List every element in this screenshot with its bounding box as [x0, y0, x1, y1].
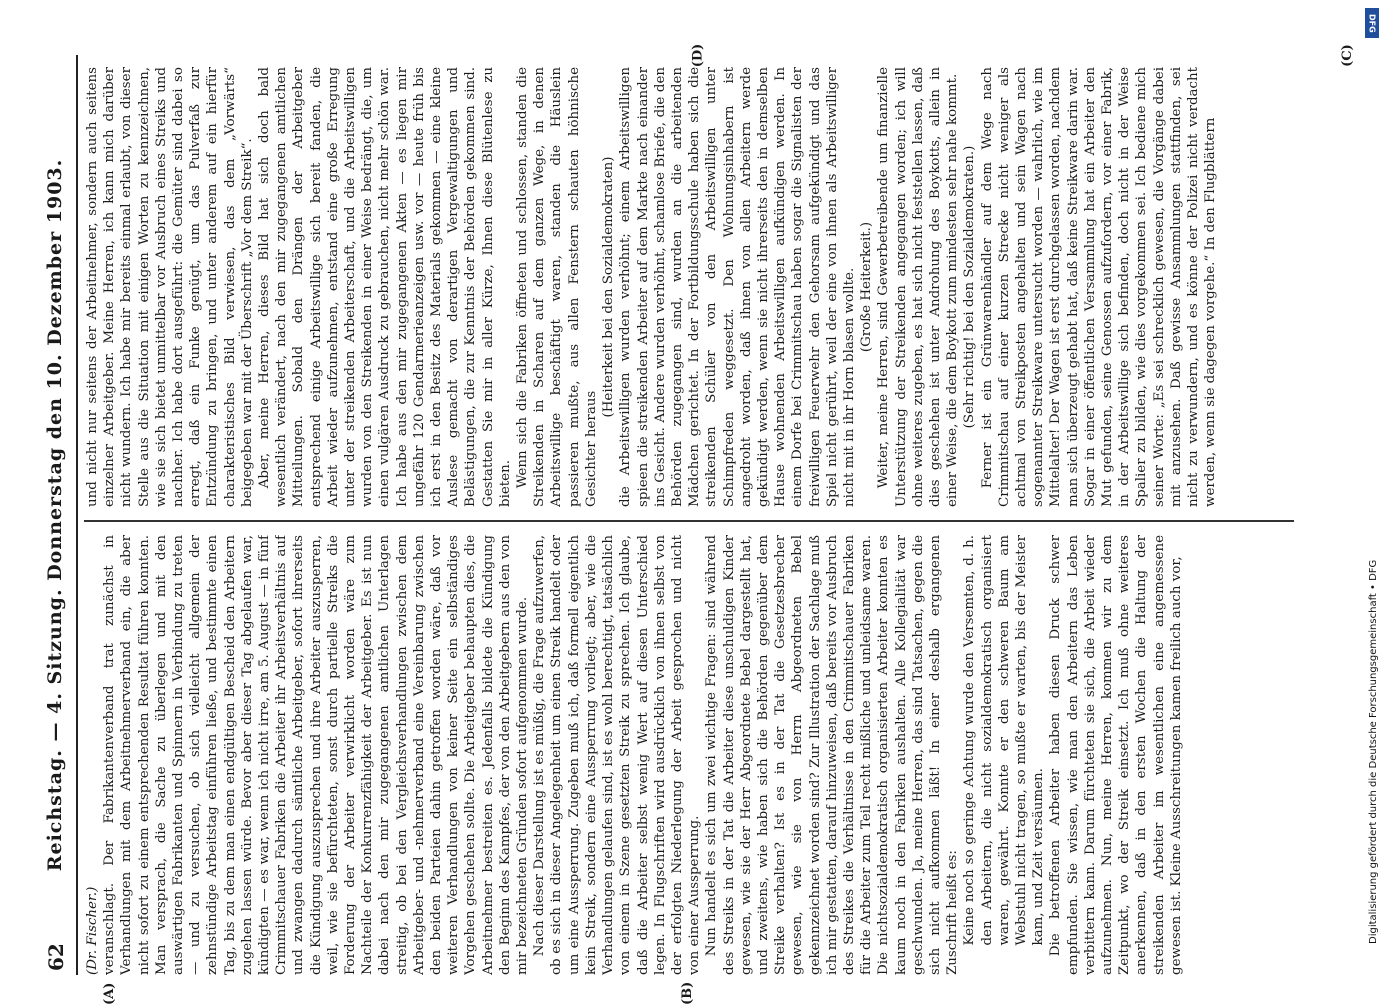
margin-mark-b: (B): [680, 981, 695, 1005]
margin-mark-c: (C): [1339, 44, 1355, 67]
paragraph: Nun handelt es sich um zwei wichtige Fragen: sind während des Streiks in der Tat die Arbeiter diese unschuldigen Kinder gewesen, wie sie der Herr Abgeordnete Bebel dargestellt hat, und zweitens, wie haben sich die Behörden gegenüber dem Streike verhalten? Ist es in der Tat die Gesetzesbrecher gewesen, wie sie von Herrn Abgeordneten Bebel gekennzeichnet worden sind? Zur Illustration der Sachlage muß ich mir gestatten, darauf hinzuweisen, daß bereits vor Ausbruch des Streikes die Verhältnisse in den Crimmitschauer Fabriken für die Arbeiter zum Teil recht mißliche und unleidsame waren. Die nichtsozialdemokratisch organisierten Arbeiter konnten es kaum noch in den Fabriken aushalten. Alle Kollegialität war geschwunden. Ja, meine Herren, das sind Tatsachen, gegen die sich nicht aufkommen läßt! In einer deshalb ergangenen Zuschrift heißt es:: [704, 535, 961, 975]
page-header: [40, 55, 78, 975]
paragraph: Wenn sich die Fabriken öffneten und schlossen, standen die Streikenden in Scharen auf dem ganzen Wege, in denen Arbeitswillige beschäftigt waren, standen die Häuslein passieren mußte, aus allen Fenstern schauten höhnische Gesichter heraus: [515, 67, 599, 507]
margin-mark-a: (A): [102, 982, 117, 1005]
column-divider: [84, 521, 1294, 523]
left-column: [84, 535, 1314, 975]
paragraph: Nach dieser Darstellung ist es müßig, die Frage aufzuwerfen, ob es sich in dieser Angelegenheit um einen Streik handelt oder um eine Aussperrung. Zugeben muß ich, daß formell eigentlich kein Streik, sondern eine Aussperrung vorliegt; aber, wie die Verhandlungen gelaufen sind, ist es wohl berechtigt, tatsächlich von einem in Szene gesetzten Streik zu sprechen. Ich glaube, daß die Arbeiter selbst wenig Wert auf diesen Unterschied legen. In Flugschriften wird ausdrücklich von ihnen selbst von der erfolgten Niederlegung der Arbeit gesprochen und nicht von einer Aussperrung.: [532, 535, 703, 975]
paragraph: und nicht nur seitens der Arbeitnehmer, sondern auch seitens einzelner Arbeitgeber. Meine Herren, ich kann mich darüber nicht wundern. Ich habe mir bereits einmal erlaubt, von dieser Stelle aus die Situation mit einigen Worten zu kennzeichnen, wie sie sich bietet unmittelbar vor Ausbruch eines Streiks und nachher. Ich habe dort ausgeführt: die Gemüter sind dabei so erregt, daß ein Funke genügt, um das Pulverfaß zur Entzündung zu bringen, und unter anderem auf ein hierfür charakteristisches Bild verwiesen, das dem „Vorwärts“ beigegeben war mit der Überschrift „Vor dem Streik“.: [85, 67, 255, 507]
interjection: (Heiterkeit bei den Sozialdemokraten): [601, 156, 617, 418]
paragraph: Die betroffenen Arbeiter haben diesen Druck schwer empfunden. Sie wissen, wie man den Arbeitern das Leben verbittern kann. Darum fürchteten sie sich, die Arbeit wieder aufzunehmen. Nun, meine Herren, kommen wir zu dem Zeitpunkt, wo der Streik einsetzt. Ich muß ohne weiteres anerkennen, daß in den ersten Wochen die Haltung der streikenden Arbeiter im wesentlichen eine angemessene gewesen ist. Kleine Ausschreitungen kamen freilich auch vor,: [1048, 535, 1184, 975]
running-head: Reichstag. — 4. Sitzung. Donnerstag den 10. Dezember 1903.: [44, 158, 66, 872]
page-number: 62: [44, 943, 68, 971]
quoted-paragraph: Keine noch so geringe Achtung wurde den Versemten, d. h. den Arbeitern, die nicht sozialdemokratisch organisiert waren, gewährt. Konnte er den schweren Baum am Webstuhl nicht tragen, so mußte er warten, bis der Meister kam, und Zeit versäumen.: [962, 535, 1047, 946]
paragraph: die Arbeitswilligen wurden verhöhnt; einem Arbeitswilligen spieen die streikenden Arbeiter auf dem Markte nach einander ins Gesicht. Andere wurden verhöhnt, schamlose Briefe, die den Behörden zugegangen sind, wurden an die arbeitenden Mädchen gerichtet. In der Fortbildungsschule haben sich die streikenden Schüler von den Arbeitswilligen unter Schimpfreden weggesetzt. Den Wohnungsinhabern ist angedroht worden, daß ihnen von allen Arbeitern werde gekündigt werden, wenn sie nicht ihrerseits den in demselben Hause wohnenden Arbeitswilligen aufkündigen werden. In einem Dorfe bei Crimmitschau haben sogar die Signalisten der freiwilligen Feuerwehr den Gehorsam aufgekündigt und das Spiel nicht gerührt, weil der eine von ihnen als Arbeitswilliger nicht mit in ihr Horn blasen wollte.: [618, 67, 857, 507]
dfg-funding-note: Digitalisierung gefördert durch die Deutsche Forschungsgemeinschaft • DFG: [1368, 559, 1379, 944]
paragraph: Ferner ist ein Grünwarenhändler auf dem Wege nach Crimmitschau auf einer kurzen Strecke nicht weniger als achtmal von Streikposten angehalten und sein Wagen nach sogenannter Streikware untersucht worden — wahrlich, wie im Mittelalter! Der Wagen ist erst durchgelassen worden, nachdem man sich überzeugt gehabt hat, daß keine Streikware darin war. Sogar in einer öffentlichen Versammlung hat ein Arbeiter den Mut gefunden, seine Genossen aufzufordern, vor einer Fabrik, in der Arbeitswillige sich befinden, doch nicht in der Weise Spalier zu bilden, wie dies vorgekommen sei. Ich bediene mich seiner Worte: „Es sei schrecklich gewesen, die Vorgänge dabei mit anzusehen. Daß gewisse Ansammlungen stattfinden, sei nicht zu verwundern, und es könne der Polizei nicht verdacht werden, wenn sie dagegen vorgehe.“ In den Flugblättern: [979, 67, 1219, 507]
dfg-logo: DFG: [1365, 8, 1379, 38]
rotated-page: [40, 55, 1340, 1005]
paragraph: Aber, meine Herren, dieses Bild hat sich doch bald wesentlich verändert, nach den mir zugegangenen amtlichen Mitteilungen. Sobald den Drängen der Arbeitgeber entsprechend einige Arbeitswillige sich bereit fanden, die Arbeit wieder aufzunehmen, entstand eine große Erregung unter der streikenden Arbeiterschaft, und die Arbeitswilligen wurden von den Streikenden in einer Weise bedrängt, die, um einen vulgären Ausdruck zu gebrauchen, nicht mehr schön war. Ich habe aus den mir zugegangenen Akten — es liegen mir ungefähr 120 Gendarmerieanzeigen usw. vor — heute früh bis ich erst in den Besitz des Materials gekommen — eine kleine Auslese gemacht von derartigen Vergewaltigungen und Belästigungen, die zur Kenntnis der Behörden gekommen sind. Gestatten Sie mir in aller Kürze, Ihnen diese Blütenlese zu bieten.: [257, 67, 513, 507]
right-column: [84, 67, 1314, 507]
interjection: (Große Heiterkeit.): [859, 221, 875, 353]
speaker-label: (Dr. Fischer.): [85, 886, 100, 975]
paragraph: veranschlagt. Der Fabrikantenverband trat zunächst in Verhandlungen mit dem Arbeitnehmerverband ein, die aber nicht sofort zu einem entsprechenden Resultat führen konnten. Man versprach, die Sache zu überlegen und mit den auswärtigen Fabrikanten und Spinnern in Verbindung zu treten — und zu versuchen, ob sich vielleicht allgemein der zehnstündige Arbeitstag einführen ließe, und bestimmte einen Tag, bis zu dem man einen endgültigen Bescheid den Arbeitern zugehen lassen würde. Bevor aber dieser Tag abgelaufen war, kündigten — es war, wenn ich nicht irre, am 5. August — in fünf Crimmitschauer Fabriken die Arbeiter ihr Arbeitsverhältnis auf und zwangen dadurch sämtliche Arbeitgeber, sofort ihrerseits die Kündigung auszusprechen und ihre Arbeiter auszusperren, weil, wie sie befürchteten, sonst durch partielle Streiks die Forderung der Arbeiter verwirklicht worden wäre zum Nachteile der Konkurrenzfähigkeit der Arbeitgeber. Es ist nun dabei nach den mir zugegangenen amtlichen Unterlagen streitig, ob bei den Vergleichsverhandlungen zwischen dem Arbeitgeber- und -nehmerverband eine Vereinbarung zwischen den beiden Parteien dahin getroffen worden wäre, daß vor weiteren Verhandlungen von keiner Seite ein selbständiges Vorgehen geschehen sollte. Die Arbeitgeber behaupten dies, die Arbeitnehmer bestreiten es. Jedenfalls bildete die Kündigung den Beginn des Kampfes, der von den Arbeitgebern aus den von mir bezeichneten Gründen sofort aufgenommen wurde.: [102, 535, 531, 975]
margin-mark-d: (D): [690, 43, 706, 68]
paragraph: Weiter, meine Herren, sind Gewerbetreibende um finanzielle Unterstützung der Streikenden angegangen worden; ich will ohne weiteres zugeben, es hat sich nicht feststellen lassen, daß dies geschehen ist unter Androhung des Boykotts, allein in einer Weise, die dem Boykott zum mindesten sehr nahe kommt.: [876, 67, 961, 507]
dfg-strip: [1361, 0, 1383, 1000]
interjection: (Sehr richtig! bei den Sozialdemokraten.): [962, 145, 978, 429]
